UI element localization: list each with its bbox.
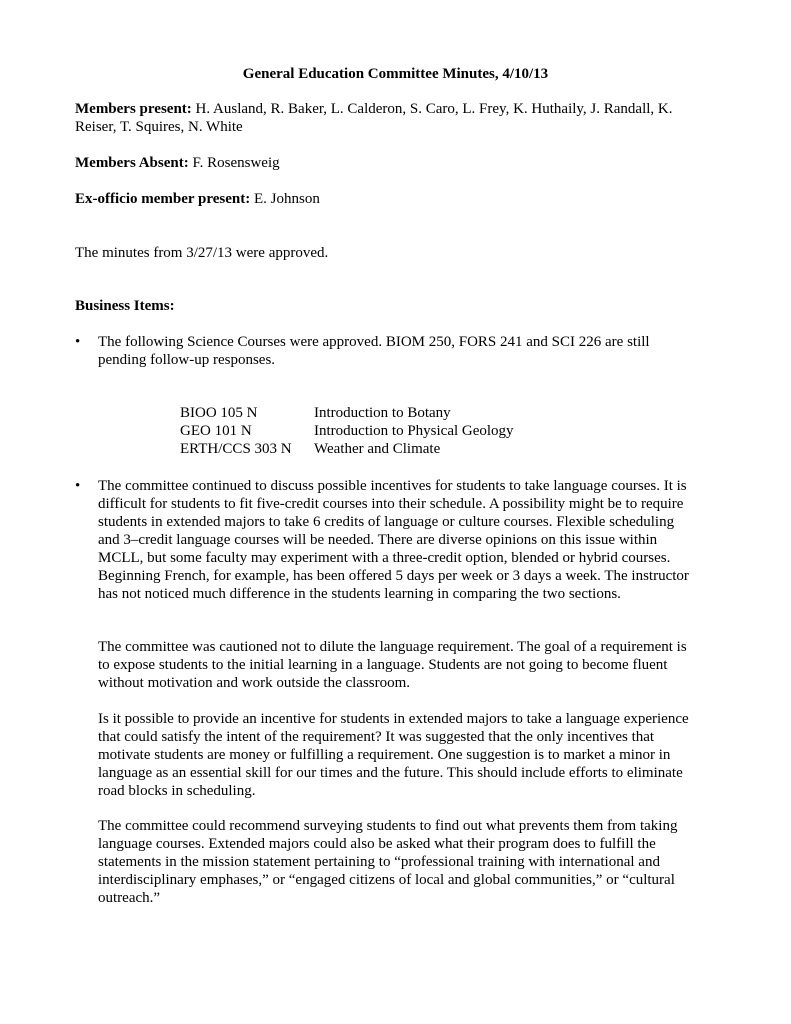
course-title: Introduction to Botany xyxy=(314,405,451,421)
members-present xyxy=(75,100,715,136)
course-row xyxy=(180,440,514,458)
course-code: GEO 101 N xyxy=(180,423,252,439)
bullet-2-text xyxy=(98,477,698,603)
course-code: BIOO 105 N xyxy=(180,405,258,421)
ex-officio xyxy=(75,190,715,208)
paragraph: Is it possible to provide an incentive for students in extended majors to take a language experience that could satisfy the intent of the requirement? It was suggested that the only incentives that motivate students are money or fulfilling a requirement. One suggestion is to market a minor in language as an essential skill for our times and the future. This should include efforts to eliminate road blocks in scheduling. xyxy=(98,711,689,799)
course-code: ERTH/CCS 303 N xyxy=(180,441,292,457)
minutes-approved: The minutes from 3/27/13 were approved. xyxy=(75,245,329,261)
paragraph: The committee could recommend surveying students to find out what prevents them from taking language courses. Extended majors could also be asked what their program does to fulfill the statements in the mission statement pertaining to “professional training with international and interdisciplinary emphases,” or “engaged citizens of local and global communities,” or “cultural outreach.” xyxy=(98,818,678,906)
members-absent-value: F. Rosensweig xyxy=(188,155,280,171)
bullet-1-dot: • xyxy=(75,334,81,350)
members-present-value: H. Ausland, R. Baker, L. Calderon, S. Caro, L. Frey, K. Huthaily, J. Randall, K. Reiser, T. Squires, N. White xyxy=(75,101,673,135)
bullet-2-continued xyxy=(98,638,698,692)
bullet-2-continued xyxy=(98,817,698,907)
course-row xyxy=(180,404,514,422)
paragraph: The committee was cautioned not to dilute the language requirement. The goal of a requirement is to expose students to the initial learning in a language. Students are not going to become fluent without motivation and work outside the classroom. xyxy=(98,639,687,691)
business-items-heading: Business Items: xyxy=(75,298,175,314)
course-title: Introduction to Physical Geology xyxy=(314,423,514,439)
members-present-label: Members present: xyxy=(75,101,192,117)
paragraph: The committee continued to discuss possible incentives for students to take language courses. It is difficult for students to fit five-credit courses into their schedule. A possibility might be to require students in extended majors to take 6 credits of language or culture courses. Flexible scheduling and 3–credit language courses will be needed. There are diverse opinions on this issue within MCLL, but some faculty may experiment with a three-credit option, blended or hybrid courses. Beginning French, for example, has been offered 5 days per week or 3 days a week. The instructor has not noticed much difference in the students learning in comparing the two sections. xyxy=(98,478,689,602)
bullet-1-text: The following Science Courses were approved. BIOM 250, FORS 241 and SCI 226 are still pending follow-up responses. xyxy=(98,334,650,368)
course-list xyxy=(180,404,514,458)
course-row xyxy=(180,422,514,440)
bullet-2-continued xyxy=(98,710,698,800)
members-absent xyxy=(75,154,715,172)
bullet-2-dot: • xyxy=(75,478,81,494)
members-absent-label: Members Absent: xyxy=(75,155,189,171)
course-title: Weather and Climate xyxy=(314,441,441,457)
ex-officio-label: Ex-officio member present: xyxy=(75,191,251,207)
ex-officio-value: E. Johnson xyxy=(250,191,320,207)
document-title: General Education Committee Minutes, 4/10/13 xyxy=(242,66,549,82)
